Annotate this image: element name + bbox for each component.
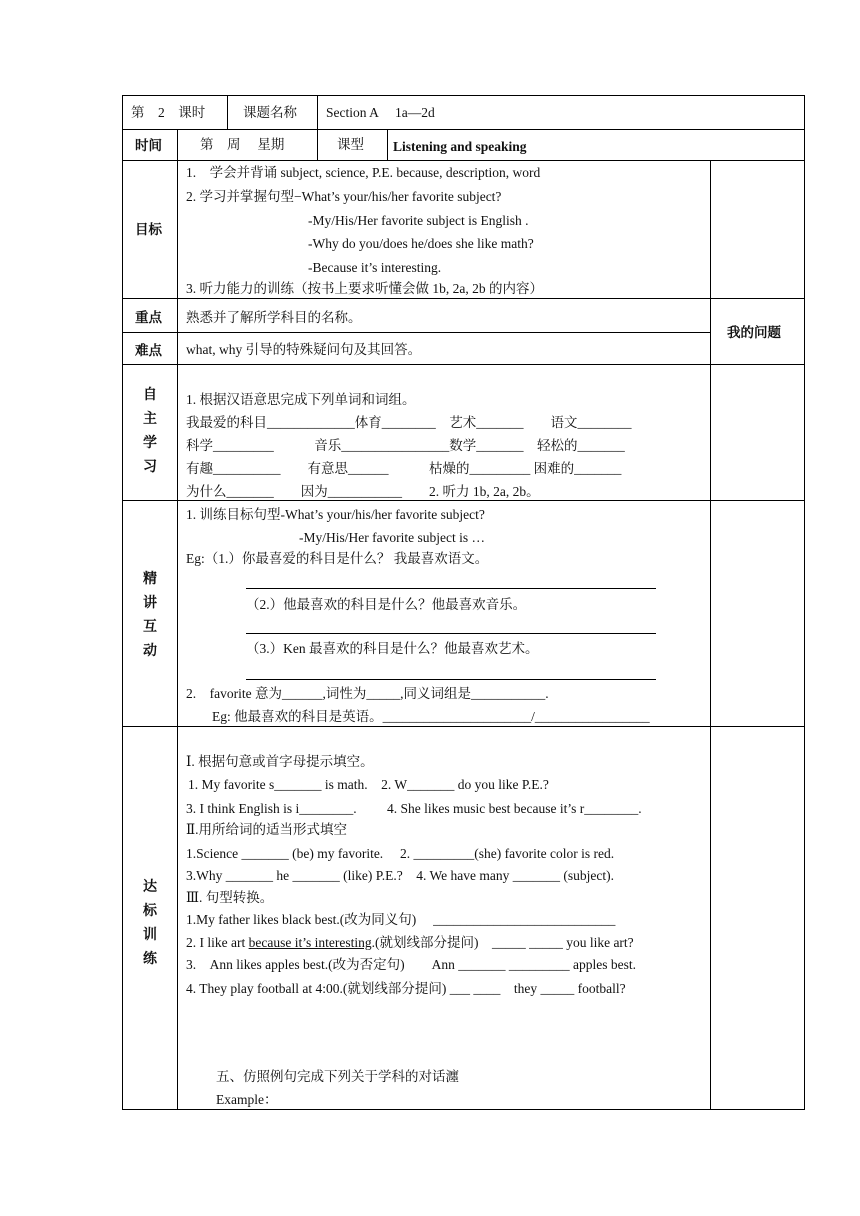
rule bbox=[317, 129, 318, 160]
rule bbox=[122, 160, 805, 161]
interaction-line: 1. 训练目标句型-What’s your/his/her favorite subject? bbox=[186, 507, 485, 522]
title-label: 课题名称 bbox=[243, 105, 297, 120]
self-study-line: 有趣__________ 有意思______ 枯燥的_________ 困难的_______ bbox=[186, 461, 622, 476]
practice-line: 3. Ann likes apples best.(改为否定句) Ann _______ _________ apples best. bbox=[186, 957, 636, 972]
practice-line: 1. My favorite s_______ is math. 2. W_______ do you like P.E.? bbox=[188, 777, 549, 792]
interaction-line: （2.）他最喜欢的科目是什么？他最喜欢音乐。 bbox=[246, 597, 527, 612]
interaction-line: （3.）Ken 最喜欢的科目是什么？他最喜欢艺术。 bbox=[246, 641, 539, 656]
answer-line bbox=[246, 633, 656, 634]
interaction-label bbox=[130, 568, 170, 664]
rule bbox=[710, 160, 711, 1110]
period-label: 第 2 课时 bbox=[131, 105, 206, 120]
practice-line: Ⅰ. 根据句意或首字母提示填空。 bbox=[186, 754, 374, 769]
underlined-phrase: because it’s interesting bbox=[248, 935, 372, 950]
practice-line: Ⅱ.用所给词的适当形式填空 bbox=[186, 822, 348, 837]
interaction-line: -My/His/Her favorite subject is … bbox=[299, 530, 485, 545]
interaction-line: Eg:（1.）你最喜爱的科目是什么？ 我最喜欢语文。 bbox=[186, 551, 489, 566]
rule bbox=[122, 95, 123, 1110]
label-char: 主 bbox=[143, 412, 157, 427]
goal-line: -My/His/Her favorite subject is English . bbox=[308, 213, 529, 228]
practice-line: 1.Science _______ (be) my favorite. 2. _________(she) favorite color is red. bbox=[186, 846, 615, 861]
interaction-line: 2. favorite 意为______,词性为_____,同义词组是___________. bbox=[186, 686, 549, 701]
practice-line: 4. They play football at 4:00.(就划线部分提问) ___ ____ they _____ football? bbox=[186, 981, 626, 996]
self-study-label bbox=[130, 384, 170, 480]
key-point-text: 熟悉并了解所学科目的名称。 bbox=[186, 310, 362, 325]
label-char: 精 bbox=[143, 572, 157, 587]
rule bbox=[177, 129, 178, 1110]
answer-line bbox=[246, 679, 656, 680]
my-question-label: 我的问题 bbox=[727, 325, 781, 340]
rule bbox=[804, 95, 805, 1110]
rule bbox=[122, 500, 805, 501]
label-char: 训 bbox=[143, 928, 157, 943]
type-label: 课型 bbox=[337, 137, 364, 152]
label-char: 标 bbox=[143, 904, 157, 919]
rule bbox=[122, 364, 805, 365]
practice-line: 3.Why _______ he _______ (like) P.E.? 4. We have many _______ (subject). bbox=[186, 868, 614, 883]
practice-text: .(就划线部分提问) _____ _____ you like art? bbox=[371, 935, 634, 950]
label-char: 学 bbox=[143, 436, 157, 451]
difficulty-text: what, why 引导的特殊疑问句及其回答。 bbox=[186, 342, 422, 357]
rule bbox=[122, 726, 805, 727]
label-char: 达 bbox=[143, 880, 157, 895]
practice-label bbox=[130, 876, 170, 972]
goal-line: -Because it’s interesting. bbox=[308, 260, 442, 275]
type-value: Listening and speaking bbox=[393, 139, 527, 154]
difficulty-label: 难点 bbox=[135, 343, 162, 358]
practice-line-underlined bbox=[186, 935, 634, 951]
practice-line: 3. I think English is i________. 4. She likes music best because it’s r________. bbox=[186, 801, 642, 816]
week-day: 第 周 星期 bbox=[200, 137, 285, 152]
self-study-line: 科学_________ 音乐________________数学_______ 轻松的_______ bbox=[186, 438, 625, 453]
goal-line: 3. 听力能力的训练（按书上要求听懂会做 1b, 2a, 2b 的内容） bbox=[186, 281, 543, 296]
practice-line: 1.My father likes black best.(改为同义句) ___________________________ bbox=[186, 912, 616, 927]
goals-label: 目标 bbox=[135, 222, 162, 237]
rule bbox=[317, 95, 318, 129]
self-study-line: 为什么_______ 因为___________ 2. 听力 1b, 2a, 2b。 bbox=[186, 484, 540, 499]
key-point-label: 重点 bbox=[135, 310, 162, 325]
label-char: 互 bbox=[143, 620, 157, 635]
goal-line: -Why do you/does he/does she like math? bbox=[308, 236, 534, 251]
label-char: 自 bbox=[143, 388, 157, 403]
title-value: Section A 1a—2d bbox=[326, 105, 435, 120]
practice-line: Ⅲ. 句型转换。 bbox=[186, 890, 274, 905]
label-char: 讲 bbox=[143, 596, 157, 611]
rule bbox=[122, 332, 710, 333]
rule bbox=[122, 95, 805, 96]
rule bbox=[122, 1109, 805, 1110]
practice-text: 2. I like art bbox=[186, 935, 249, 950]
rule bbox=[227, 95, 228, 129]
answer-line bbox=[246, 588, 656, 589]
interaction-line: Eg: 他最喜欢的科目是英语。______________________/_________________ bbox=[212, 709, 650, 724]
rule bbox=[122, 298, 805, 299]
rule bbox=[122, 129, 805, 130]
label-char: 动 bbox=[143, 644, 157, 659]
label-char: 练 bbox=[143, 952, 157, 967]
time-label: 时间 bbox=[135, 138, 162, 153]
self-study-line: 1. 根据汉语意思完成下列单词和词组。 bbox=[186, 392, 416, 407]
rule bbox=[387, 129, 388, 160]
self-study-line: 我最爱的科目_____________体育________ 艺术_______ 语文________ bbox=[186, 415, 632, 430]
goal-line: 1. 学会并背诵 subject, science, P.E. because, description, word bbox=[186, 165, 541, 180]
goal-line: 2. 学习并掌握句型−What’s your/his/her favorite subject? bbox=[186, 189, 502, 204]
label-char: 习 bbox=[143, 460, 157, 475]
practice-line: 五、仿照例句完成下列关于学科的对话瀍 bbox=[216, 1069, 459, 1084]
practice-line: Example： bbox=[216, 1092, 278, 1107]
